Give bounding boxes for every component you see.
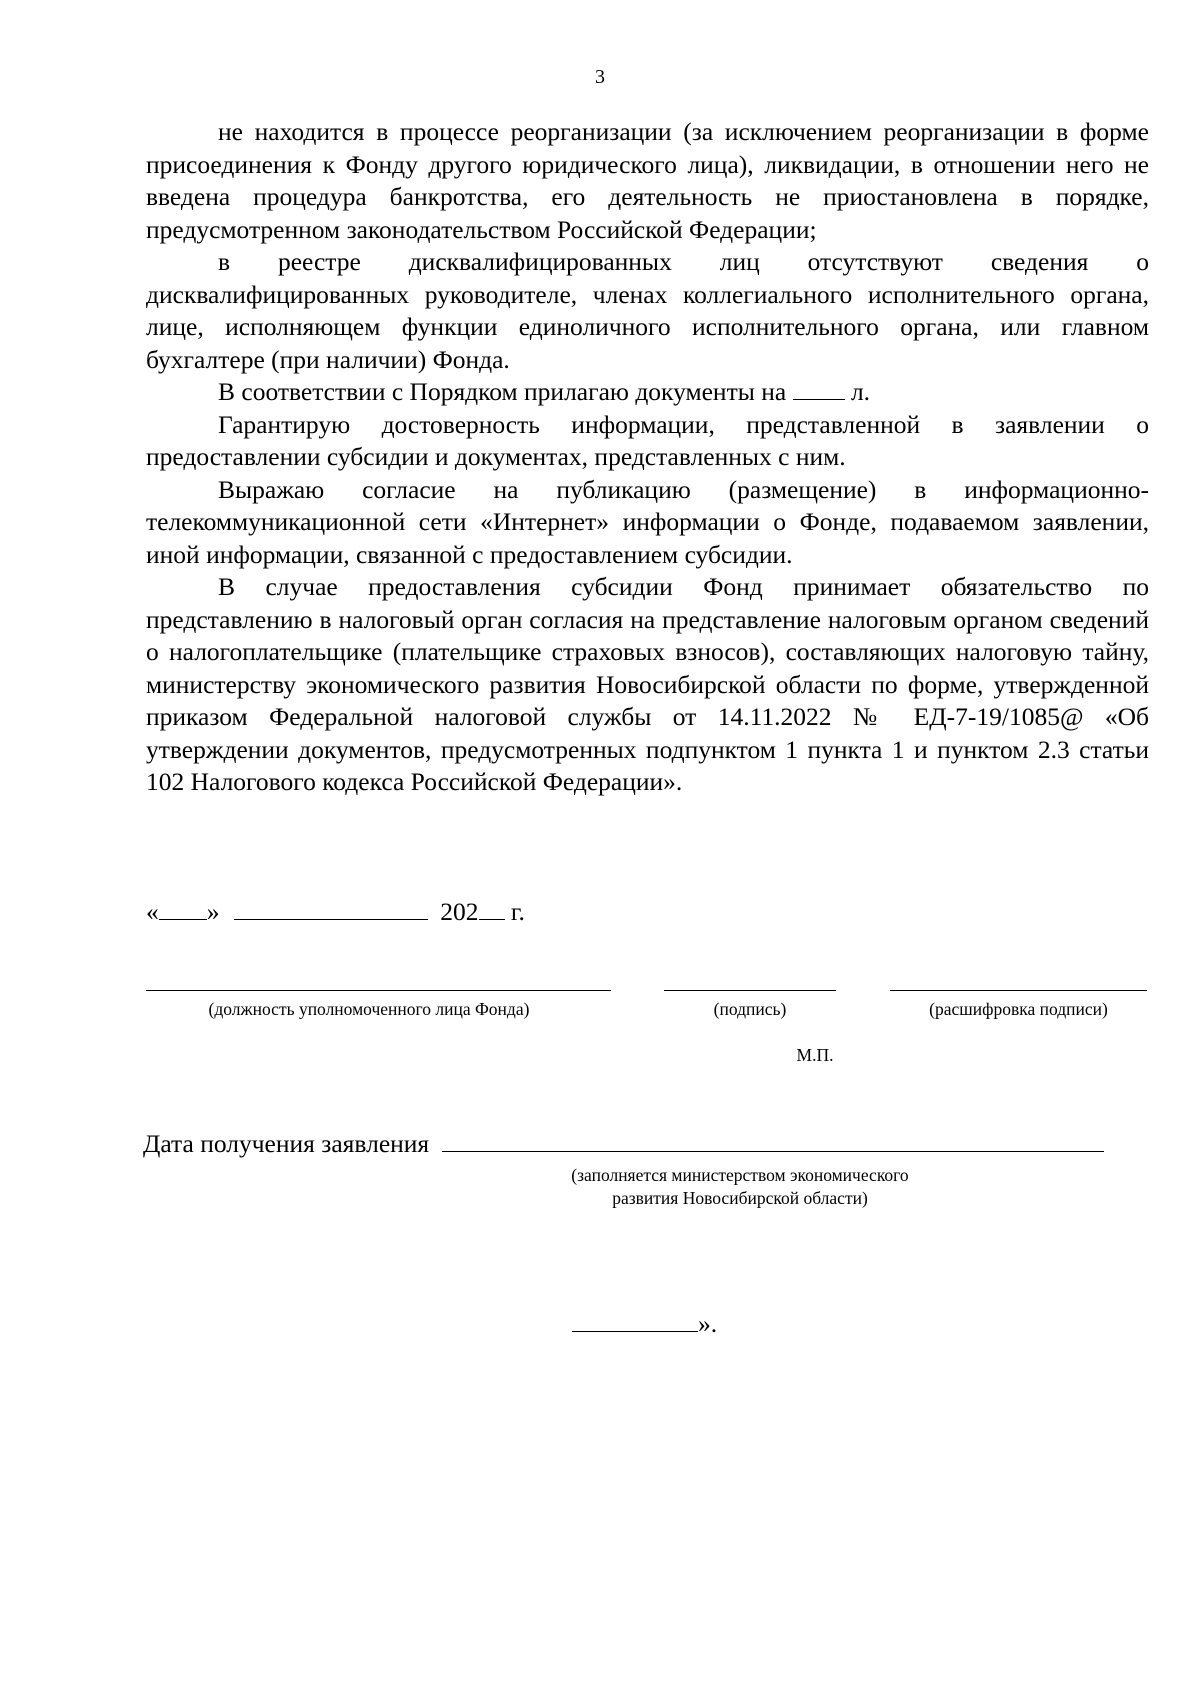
attachments-text: В соответствии с Порядком прилагаю документы на <box>218 377 787 406</box>
decoding-line[interactable] <box>890 990 1147 991</box>
signature-line[interactable] <box>664 990 836 991</box>
date-line <box>146 896 525 928</box>
closing-line <box>572 1308 717 1340</box>
decoding-caption: (расшифровка подписи) <box>929 999 1108 1019</box>
receipt-date-field[interactable] <box>442 1129 1104 1152</box>
open-quote: « <box>146 897 159 926</box>
sheets-unit: л. <box>850 377 871 406</box>
receipt-date-row <box>143 1128 1104 1160</box>
year-field[interactable] <box>479 897 505 920</box>
year-suffix: г. <box>510 897 525 926</box>
page-number: 3 <box>595 66 605 88</box>
month-field[interactable] <box>234 897 428 920</box>
paragraph-attachments <box>146 376 1149 409</box>
signature-caption: (подпись) <box>713 999 787 1019</box>
seal-mark: М.П. <box>796 1045 834 1065</box>
paragraph-disqualification: в реестре дисквалифицированных лиц отсутствуют сведения о дисквалифицированных руководителе, членах коллегиального исполнительного органа, лице, исполняющем функции единоличного исполнительного органа, или главном бухгалтере (при наличии) Фонда. <box>146 247 1149 374</box>
paragraph-reorganization: не находится в процессе реорганизации (за исключением реорганизации в форме присоединения к Фонду другого юридического лица), ликвидации, в отношении него не введена процедура банкротства, его деятельность не приостановлена в порядке, предусмотренном законодательством Российской Федерации; <box>146 117 1149 244</box>
sheet-count-field[interactable] <box>793 377 845 400</box>
close-quote: » <box>206 897 220 926</box>
position-line[interactable] <box>146 990 611 991</box>
paragraph-obligation: В случае предоставления субсидии Фонд принимает обязательство по представлению в налоговый орган согласия на представление налоговым органом сведений о налогоплательщике (плательщике страховых взносов), составляющих налоговую тайну, министерству экономического развития Новосибирской области по форме, утвержденной приказом Федеральной налоговой службы от 14.11.2022 № ЕД-7-19/1085@ «Об утверждении документов, предусмотренных подпунктом 1 пункта 1 и пунктом 2.3 статьи 102 Налогового кодекса Российской Федерации». <box>146 572 1149 796</box>
paragraph-consent: Выражаю согласие на публикацию (размещение) в информационно-телекоммуникационной сети «Интернет» информации о Фонде, подаваемом заявлении, иной информации, связанной с предоставлением субсидии. <box>146 474 1149 569</box>
receipt-date-label: Дата получения заявления <box>143 1129 430 1158</box>
body-text <box>146 116 1149 799</box>
position-caption: (должность уполномоченного лица Фонда) <box>208 999 530 1019</box>
receipt-caption: (заполняется министерством экономического развития Новосибирской области) <box>571 1165 909 1208</box>
closing-blank[interactable] <box>572 1309 698 1332</box>
year-prefix: 202 <box>440 897 479 926</box>
day-field[interactable] <box>159 897 207 920</box>
closing-suffix: ». <box>698 1309 718 1338</box>
paragraph-guarantee: Гарантирую достоверность информации, представленной в заявлении о предоставлении субсидии и документах, представленных с ним. <box>146 409 1149 471</box>
